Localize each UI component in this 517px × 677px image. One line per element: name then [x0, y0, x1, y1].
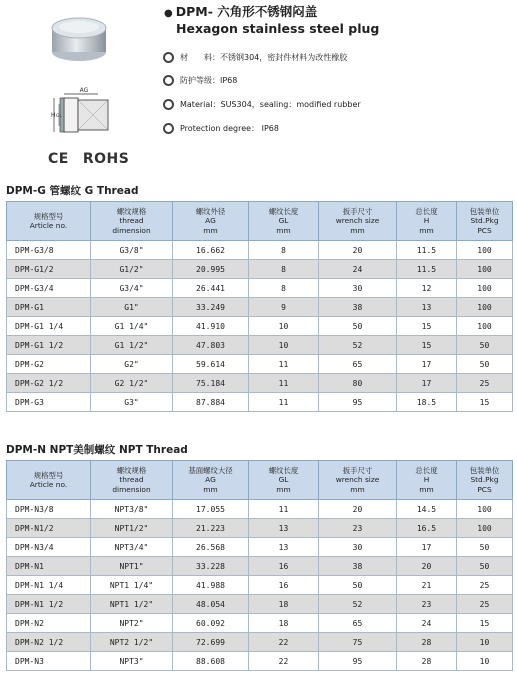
product-title-cn: ● DPM- 六角形不锈钢闷盖: [164, 4, 318, 19]
column-header-en: thread: [119, 216, 144, 226]
column-header-unit: mm: [350, 225, 365, 235]
ce-mark: CE: [48, 151, 69, 167]
column-header-en: AG: [205, 216, 216, 226]
table-cell: 59.614: [173, 355, 249, 374]
column-header-unit: dimension: [112, 225, 151, 235]
column-header: [457, 202, 513, 241]
column-header-cn: 螺纹长度: [268, 206, 299, 216]
column-header-cn: 规格型号: [33, 211, 64, 221]
column-header: [397, 202, 457, 241]
table-cell: DPM-N3: [7, 652, 91, 671]
column-header: [7, 461, 91, 500]
table-cell: 20.995: [173, 260, 249, 279]
column-header: [319, 202, 397, 241]
table-cell: 33.228: [173, 557, 249, 576]
table-row: [7, 595, 513, 614]
column-header-unit: mm: [276, 225, 291, 235]
table-cell: NPT1 1/4": [91, 576, 173, 595]
table-cell: 100: [457, 298, 513, 317]
table-cell: DPM-N1: [7, 557, 91, 576]
table-row: [7, 298, 513, 317]
table-cell: 41.910: [173, 317, 249, 336]
column-header-cn: 总长度: [415, 206, 438, 216]
table-cell: 22: [249, 652, 319, 671]
table-row: [7, 317, 513, 336]
table-cell: 25: [457, 576, 513, 595]
table-cell: DPM-G3/4: [7, 279, 91, 298]
table-row: [7, 557, 513, 576]
table-cell: 52: [319, 595, 397, 614]
table-header-row: [7, 202, 513, 241]
table-cell: 11: [249, 500, 319, 519]
table-cell: 75: [319, 633, 397, 652]
table-cell: 25: [457, 595, 513, 614]
table-cell: 30: [319, 279, 397, 298]
column-header-en: thread: [119, 475, 144, 485]
table-cell: 47.803: [173, 336, 249, 355]
column-header-cn: 总长度: [415, 465, 438, 475]
hexagon-icon: [163, 52, 174, 63]
column-header-unit: dimension: [112, 484, 151, 494]
table-cell: 23: [319, 519, 397, 538]
table-cell: NPT1": [91, 557, 173, 576]
h-label: H: [51, 112, 56, 119]
table-cell: DPM-G1 1/2: [7, 336, 91, 355]
table-cell: G1": [91, 298, 173, 317]
table-cell: 41.988: [173, 576, 249, 595]
table-cell: 14.5: [397, 500, 457, 519]
table-cell: DPM-G1 1/4: [7, 317, 91, 336]
table-cell: 15: [457, 614, 513, 633]
table-cell: 11.5: [397, 241, 457, 260]
column-header: [249, 202, 319, 241]
table-cell: DPM-G1: [7, 298, 91, 317]
table-cell: 48.054: [173, 595, 249, 614]
table-cell: 80: [319, 374, 397, 393]
table-cell: 100: [457, 519, 513, 538]
rohs-mark: ROHS: [82, 151, 130, 167]
table-cell: 100: [457, 241, 513, 260]
table-cell: 88.608: [173, 652, 249, 671]
table-row: [7, 260, 513, 279]
table-cell: DPM-G3/8: [7, 241, 91, 260]
table-cell: 16: [249, 576, 319, 595]
column-header-en: GL: [278, 216, 289, 226]
table-cell: 16.662: [173, 241, 249, 260]
column-header-unit: PCS: [477, 225, 492, 235]
column-header-cn: 螺纹规格: [116, 206, 147, 216]
table-cell: 8: [249, 241, 319, 260]
table-cell: NPT3/4": [91, 538, 173, 557]
table-row: [7, 652, 513, 671]
column-header-unit: mm: [203, 484, 218, 494]
table-cell: 52: [319, 336, 397, 355]
table-cell: DPM-N2: [7, 614, 91, 633]
table-cell: NPT1/2": [91, 519, 173, 538]
table-cell: NPT2 1/2": [91, 633, 173, 652]
table-cell: 17: [397, 355, 457, 374]
column-header: [173, 461, 249, 500]
table-cell: 38: [319, 298, 397, 317]
table-cell: 50: [457, 336, 513, 355]
column-header-en: wrench size: [335, 475, 380, 485]
table-cell: DPM-N1 1/2: [7, 595, 91, 614]
table-cell: DPM-N2 1/2: [7, 633, 91, 652]
dimension-drawing: [46, 86, 126, 146]
table-cell: 25: [457, 374, 513, 393]
table-cell: 15: [397, 317, 457, 336]
table-cell: 22: [249, 633, 319, 652]
spec-protection-cn: 防护等级：IP68: [163, 75, 237, 86]
table-cell: 100: [457, 317, 513, 336]
table-cell: G1/2": [91, 260, 173, 279]
table-cell: NPT2": [91, 614, 173, 633]
column-header-en: AG: [205, 475, 216, 485]
table-row: [7, 633, 513, 652]
gl-label: GL: [56, 114, 62, 119]
table-cell: 20: [319, 500, 397, 519]
table-cell: 21.223: [173, 519, 249, 538]
table-g-title: DPM-G 管螺纹 G Thread: [6, 185, 139, 197]
table-cell: 26.568: [173, 538, 249, 557]
column-header-cn: 基面螺纹大径: [188, 465, 233, 475]
column-header-unit: mm: [276, 484, 291, 494]
table-cell: NPT3": [91, 652, 173, 671]
table-cell: 24: [319, 260, 397, 279]
plug-photo: [48, 12, 110, 64]
column-header-en: Article no.: [29, 221, 68, 230]
table-cell: 50: [319, 317, 397, 336]
spec-protection-en: Protection degree： IP68: [163, 123, 279, 134]
table-n-title: DPM-N NPT美制螺纹 NPT Thread: [6, 444, 188, 456]
table-cell: 95: [319, 652, 397, 671]
hexagon-icon: [163, 75, 174, 86]
table-cell: 30: [319, 538, 397, 557]
npt-thread-table: [6, 460, 513, 671]
table-cell: 21: [397, 576, 457, 595]
product-title-en: Hexagon stainless steel plug: [176, 21, 380, 36]
table-cell: 17: [397, 374, 457, 393]
column-header: [249, 461, 319, 500]
column-header: [91, 202, 173, 241]
table-cell: 50: [457, 538, 513, 557]
table-cell: 24: [397, 614, 457, 633]
table-cell: 11: [249, 393, 319, 412]
table-cell: 8: [249, 260, 319, 279]
table-cell: 13: [249, 538, 319, 557]
table-row: [7, 614, 513, 633]
table-cell: 17.055: [173, 500, 249, 519]
table-cell: DPM-N1 1/4: [7, 576, 91, 595]
g-thread-table: [6, 201, 513, 412]
table-cell: 28: [397, 652, 457, 671]
table-cell: 15: [397, 336, 457, 355]
table-cell: NPT3/8": [91, 500, 173, 519]
table-cell: 20: [319, 241, 397, 260]
table-cell: DPM-N3/4: [7, 538, 91, 557]
bullet-dot-icon: ●: [164, 8, 173, 19]
column-header-en: Std.Pkg: [470, 216, 499, 226]
table-cell: 15: [457, 393, 513, 412]
table-cell: 38: [319, 557, 397, 576]
column-header-unit: mm: [419, 484, 434, 494]
table-cell: DPM-G1/2: [7, 260, 91, 279]
table-cell: G2 1/2": [91, 374, 173, 393]
table-cell: DPM-G2: [7, 355, 91, 374]
table-row: [7, 336, 513, 355]
table-cell: 75.184: [173, 374, 249, 393]
table-cell: 33.249: [173, 298, 249, 317]
column-header: [397, 461, 457, 500]
column-header-cn: 螺纹规格: [116, 465, 147, 475]
table-cell: G3": [91, 393, 173, 412]
column-header: [173, 202, 249, 241]
table-cell: 95: [319, 393, 397, 412]
table-cell: G3/4": [91, 279, 173, 298]
table-cell: 50: [457, 355, 513, 374]
column-header: [319, 461, 397, 500]
table-cell: 13: [397, 298, 457, 317]
column-header-cn: 规格型号: [33, 470, 64, 480]
table-cell: 100: [457, 279, 513, 298]
spec-material-en: Material：SUS304，sealing：modified rubber: [163, 99, 361, 110]
table-cell: DPM-N1/2: [7, 519, 91, 538]
table-cell: 72.699: [173, 633, 249, 652]
table-cell: 9: [249, 298, 319, 317]
column-header-unit: mm: [203, 225, 218, 235]
table-cell: 16: [249, 557, 319, 576]
table-cell: 17: [397, 538, 457, 557]
hexagon-icon: [163, 123, 174, 134]
table-cell: 50: [457, 557, 513, 576]
column-header-cn: 螺纹长度: [268, 465, 299, 475]
hexagon-icon: [163, 99, 174, 110]
table-row: [7, 576, 513, 595]
table-row: [7, 374, 513, 393]
table-cell: 20: [397, 557, 457, 576]
table-cell: NPT1 1/2": [91, 595, 173, 614]
column-header: [7, 202, 91, 241]
table-cell: 16.5: [397, 519, 457, 538]
table-cell: 50: [319, 576, 397, 595]
spec-material-cn: 材 料：不锈钢304，密封件材料为改性橡胶: [163, 52, 347, 63]
table-row: [7, 538, 513, 557]
table-cell: 13: [249, 519, 319, 538]
table-cell: 100: [457, 260, 513, 279]
column-header-en: H: [423, 216, 430, 226]
table-row: [7, 500, 513, 519]
column-header-cn: 螺纹外径: [195, 206, 226, 216]
column-header-unit: mm: [350, 484, 365, 494]
column-header: [457, 461, 513, 500]
table-cell: G1 1/4": [91, 317, 173, 336]
table-row: [7, 355, 513, 374]
column-header-unit: PCS: [477, 484, 492, 494]
table-cell: 8: [249, 279, 319, 298]
table-cell: 60.092: [173, 614, 249, 633]
table-cell: G2": [91, 355, 173, 374]
table-cell: 65: [319, 614, 397, 633]
column-header-en: H: [423, 475, 430, 485]
table-row: [7, 393, 513, 412]
table-cell: DPM-G2 1/2: [7, 374, 91, 393]
certifications: [48, 151, 129, 167]
table-cell: G3/8": [91, 241, 173, 260]
table-cell: 18.5: [397, 393, 457, 412]
table-cell: 65: [319, 355, 397, 374]
column-header-en: wrench size: [335, 216, 380, 226]
table-cell: DPM-N3/8: [7, 500, 91, 519]
column-header-en: GL: [278, 475, 289, 485]
table-cell: 10: [249, 336, 319, 355]
column-header-cn: 扳手尺寸: [342, 465, 373, 475]
table-header-row: [7, 461, 513, 500]
table-cell: 10: [457, 633, 513, 652]
table-cell: 87.884: [173, 393, 249, 412]
table-row: [7, 241, 513, 260]
column-header-en: Article no.: [29, 480, 68, 489]
table-cell: 100: [457, 500, 513, 519]
table-cell: 12: [397, 279, 457, 298]
table-cell: 11: [249, 355, 319, 374]
table-cell: DPM-G3: [7, 393, 91, 412]
table-cell: 28: [397, 633, 457, 652]
table-cell: 11.5: [397, 260, 457, 279]
column-header-en: Std.Pkg: [470, 475, 499, 485]
table-cell: G1 1/2": [91, 336, 173, 355]
column-header: [91, 461, 173, 500]
table-cell: 18: [249, 614, 319, 633]
table-cell: 18: [249, 595, 319, 614]
table-row: [7, 519, 513, 538]
table-cell: 10: [457, 652, 513, 671]
table-cell: 10: [249, 317, 319, 336]
column-header-cn: 包装单位: [469, 206, 500, 216]
ag-label: AG: [79, 87, 89, 94]
column-header-unit: mm: [419, 225, 434, 235]
table-row: [7, 279, 513, 298]
column-header-cn: 包装单位: [469, 465, 500, 475]
column-header-cn: 扳手尺寸: [342, 206, 373, 216]
table-cell: 26.441: [173, 279, 249, 298]
table-cell: 23: [397, 595, 457, 614]
table-cell: 11: [249, 374, 319, 393]
